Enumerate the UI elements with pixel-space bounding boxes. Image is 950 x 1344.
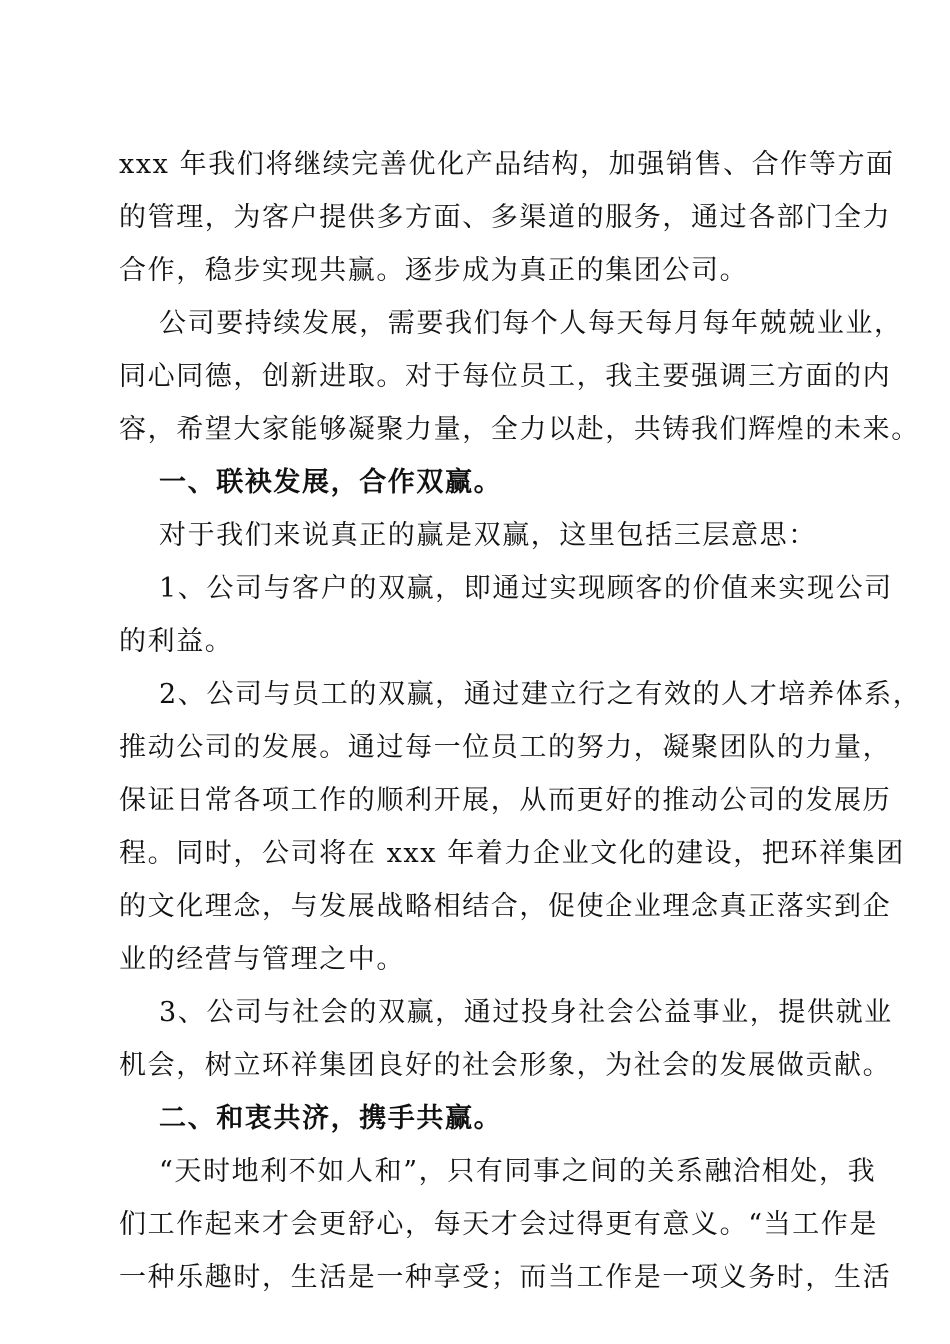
list-item-3: 3、公司与社会的双赢，通过投身社会公益事业，提供就业 [159, 997, 893, 1028]
text-line: 保证日常各项工作的顺利开展，从而更好的推动公司的发展历 [119, 785, 892, 816]
text-line: 容，希望大家能够凝聚力量，全力以赴，共铸我们辉煌的未来。 [119, 414, 920, 445]
text-line: 的文化理念，与发展战略相结合，促使企业理念真正落实到企 [119, 891, 892, 922]
text-line: 机会，树立环祥集团良好的社会形象，为社会的发展做贡献。 [119, 1050, 892, 1081]
text-line: 一种乐趣时，生活是一种享受；而当工作是一项义务时，生活 [119, 1262, 892, 1293]
text-line: xxx 年我们将继续完善优化产品结构，加强销售、合作等方面 [119, 149, 895, 180]
list-item-2: 2、公司与员工的双赢，通过建立行之有效的人才培养体系， [159, 679, 922, 710]
paragraph-start: “天时地利不如人和”，只有同事之间的关系融洽相处，我 [159, 1156, 877, 1187]
text-line: 业的经营与管理之中。 [119, 944, 405, 975]
section-heading-2: 二、和衷共济，携手共赢。 [159, 1103, 503, 1134]
text-line: 的利益。 [119, 626, 234, 657]
text-line: 的管理，为客户提供多方面、多渠道的服务，通过各部门全力 [119, 202, 892, 233]
paragraph-start: 公司要持续发展，需要我们每个人每天每月每年兢兢业业， [159, 308, 903, 339]
section-heading-1: 一、联袂发展，合作双赢。 [159, 467, 503, 498]
text-line: 推动公司的发展。通过每一位员工的努力，凝聚团队的力量， [119, 732, 892, 763]
text-line: 们工作起来才会更舒心，每天才会过得更有意义。“当工作是 [119, 1209, 879, 1240]
list-item-1: 1、公司与客户的双赢，即通过实现顾客的价值来实现公司 [159, 573, 893, 604]
text-line: 合作，稳步实现共赢。逐步成为真正的集团公司。 [119, 255, 749, 286]
text-line: 同心同德，创新进取。对于每位员工，我主要强调三方面的内 [119, 361, 892, 392]
document-page [119, 138, 922, 1304]
paragraph-start: 对于我们来说真正的赢是双赢，这里包括三层意思： [159, 520, 817, 551]
text-line: 程。同时，公司将在 xxx 年着力企业文化的建设，把环祥集团 [119, 838, 905, 869]
